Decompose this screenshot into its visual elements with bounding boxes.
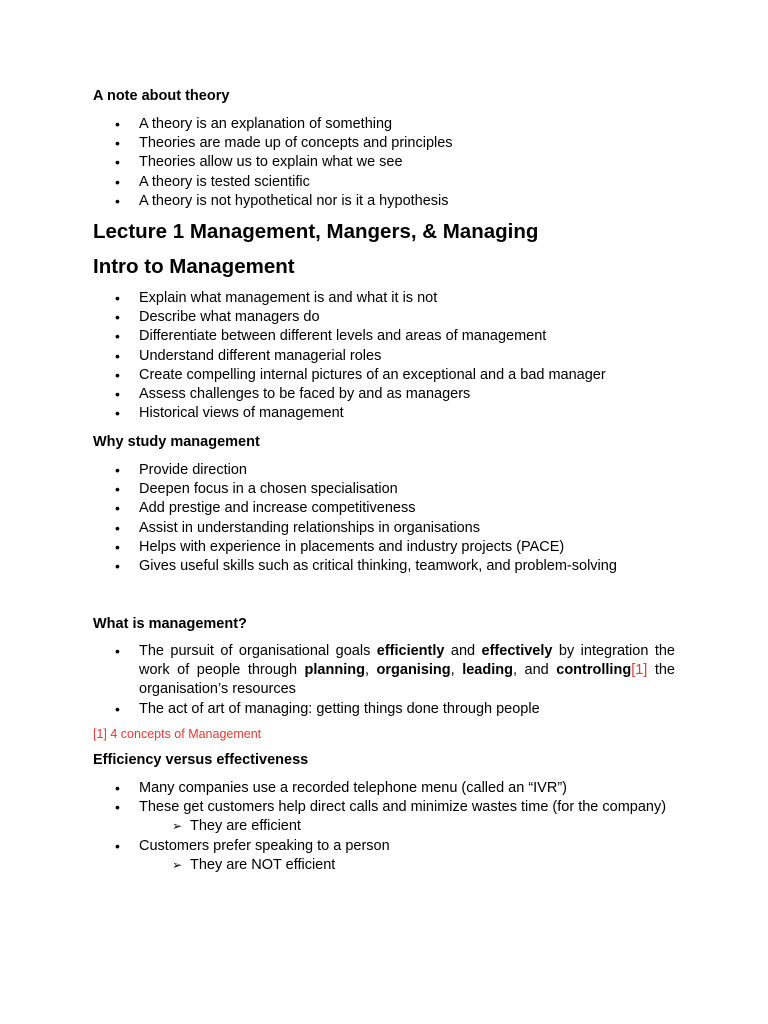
bullet-icon: • bbox=[115, 700, 120, 717]
bullet-icon: • bbox=[115, 328, 120, 345]
list-item: • The act of art of managing: getting things done through people bbox=[93, 700, 675, 719]
footnote-reference[interactable]: [1] bbox=[631, 662, 648, 679]
bullet-icon: • bbox=[115, 116, 120, 132]
bullet-icon: • bbox=[115, 462, 120, 478]
bullet-icon: • bbox=[115, 386, 120, 403]
intro-heading: Intro to Management bbox=[93, 255, 295, 278]
list-item: ➢ They are efficient bbox=[93, 817, 675, 836]
theory-heading: A note about theory bbox=[93, 88, 230, 104]
bullet-icon: • bbox=[115, 135, 120, 152]
what-list bbox=[93, 642, 675, 719]
list-item: • Differentiate between different levels and areas of management bbox=[93, 327, 675, 346]
bullet-icon: • bbox=[115, 347, 120, 364]
list-item: ➢ They are NOT efficient bbox=[93, 856, 675, 875]
list-item: • A theory is an explanation of something bbox=[93, 115, 675, 134]
list-item: • Theories are made up of concepts and principles bbox=[93, 134, 675, 153]
list-item: • The pursuit of organisational goals efficiently and effectively by integration the work of people through planning, organising, leading, and controlling[1] the organisation’s resources bbox=[115, 643, 675, 698]
bullet-icon: • bbox=[115, 643, 120, 659]
intro-list bbox=[93, 289, 675, 423]
list-item: • Explain what management is and what it is not bbox=[93, 289, 675, 308]
lecture-title: Lecture 1 Management, Mangers, & Managing bbox=[93, 220, 539, 243]
bullet-icon: • bbox=[115, 405, 120, 422]
list-item: • Understand different managerial roles bbox=[93, 347, 675, 366]
bullet-icon: • bbox=[115, 780, 120, 796]
bullet-icon: • bbox=[115, 173, 120, 190]
list-item: • Historical views of management bbox=[93, 404, 675, 423]
list-item: • Describe what managers do bbox=[93, 308, 675, 327]
why-list bbox=[93, 461, 675, 576]
bullet-icon: • bbox=[115, 799, 120, 816]
why-heading: Why study management bbox=[93, 434, 260, 450]
list-item: • Add prestige and increase competitiveness bbox=[93, 499, 675, 518]
bullet-icon: • bbox=[115, 309, 120, 326]
bullet-icon: • bbox=[115, 366, 120, 383]
list-item: • Customers prefer speaking to a person bbox=[93, 837, 675, 856]
list-item: • Helps with experience in placements and industry projects (PACE) bbox=[93, 538, 675, 557]
list-item: • Assist in understanding relationships in organisations bbox=[93, 519, 675, 538]
list-item: • These get customers help direct calls and minimize wastes time (for the company) bbox=[93, 798, 675, 817]
list-item: • Many companies use a recorded telephone menu (called an “IVR”) bbox=[93, 779, 675, 798]
arrow-bullet-icon: ➢ bbox=[172, 857, 183, 872]
bullet-icon: • bbox=[115, 558, 120, 575]
arrow-bullet-icon: ➢ bbox=[172, 819, 183, 834]
list-item: • Gives useful skills such as critical thinking, teamwork, and problem-solving bbox=[93, 557, 675, 576]
theory-list bbox=[93, 115, 675, 211]
list-item: • A theory is not hypothetical nor is it a hypothesis bbox=[93, 192, 675, 211]
bullet-icon: • bbox=[115, 837, 120, 854]
bullet-icon: • bbox=[115, 290, 120, 306]
what-heading: What is management? bbox=[93, 616, 247, 632]
footnote: [1] 4 concepts of Management bbox=[93, 727, 262, 741]
list-item: • Theories allow us to explain what we see bbox=[93, 153, 675, 172]
list-item: • Create compelling internal pictures of an exceptional and a bad manager bbox=[93, 366, 675, 385]
bullet-icon: • bbox=[115, 154, 120, 171]
bullet-icon: • bbox=[115, 519, 120, 536]
list-item: • Provide direction bbox=[93, 461, 675, 480]
bullet-icon: • bbox=[115, 481, 120, 498]
efficiency-list bbox=[93, 779, 675, 875]
list-item: • A theory is tested scientific bbox=[93, 173, 675, 192]
bullet-icon: • bbox=[115, 192, 120, 209]
list-item: • Deepen focus in a chosen specialisation bbox=[93, 480, 675, 499]
bullet-icon: • bbox=[115, 500, 120, 517]
list-item: • Assess challenges to be faced by and as managers bbox=[93, 385, 675, 404]
efficiency-heading: Efficiency versus effectiveness bbox=[93, 752, 309, 768]
bullet-icon: • bbox=[115, 538, 120, 555]
